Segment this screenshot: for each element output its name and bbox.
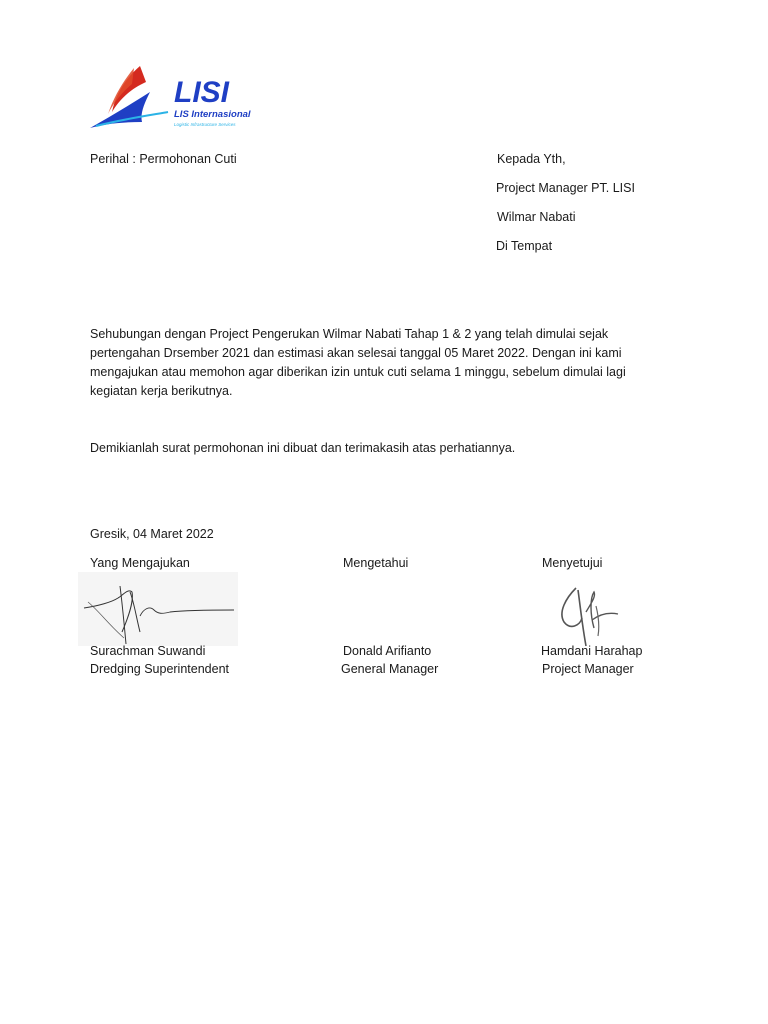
acknowledger-name: Donald Arifianto [343, 644, 432, 658]
acknowledger-role-label: Mengetahui [343, 556, 409, 570]
approver-role-label: Menyetujui [542, 556, 603, 570]
logo-brand-text: LISI [174, 76, 230, 109]
place-date: Gresik, 04 Maret 2022 [90, 527, 214, 541]
letter-subject: Perihal : Permohonan Cuti [90, 152, 237, 166]
recipient-line-1: Kepada Yth, [497, 152, 566, 166]
logo-company-name: LIS Internasional [174, 109, 251, 120]
recipient-line-4: Di Tempat [496, 239, 553, 253]
applicant-signature [78, 572, 238, 646]
approver-name: Hamdani Harahap [541, 644, 643, 658]
acknowledger-title: General Manager [341, 662, 439, 676]
letter-body-paragraph: Sehubungan dengan Project Pengerukan Wilmar Nabati Tahap 1 & 2 yang telah dimulai sejak pertengahan Drsember 2021 dan estimasi akan selesai tanggal 05 Maret 2022. Dengan ini kami mengajukan atau memohon agar diberikan izin untuk cuti selama 1 minggu, sebelum dimulai lagi kegiatan kerja berikutnya. [90, 327, 626, 398]
recipient-line-3: Wilmar Nabati [497, 210, 576, 224]
approver-signature [552, 584, 624, 648]
applicant-title: Dredging Superintendent [90, 662, 229, 676]
approver-title: Project Manager [542, 662, 634, 676]
company-logo [88, 62, 263, 132]
recipient-line-2: Project Manager PT. LISI [496, 181, 635, 195]
letter-closing: Demikianlah surat permohonan ini dibuat dan terimakasih atas perhatiannya. [90, 441, 516, 455]
logo-tagline: Logistic Infrastructure Services [174, 122, 236, 127]
applicant-name: Surachman Suwandi [90, 644, 206, 658]
applicant-role-label: Yang Mengajukan [90, 556, 190, 570]
